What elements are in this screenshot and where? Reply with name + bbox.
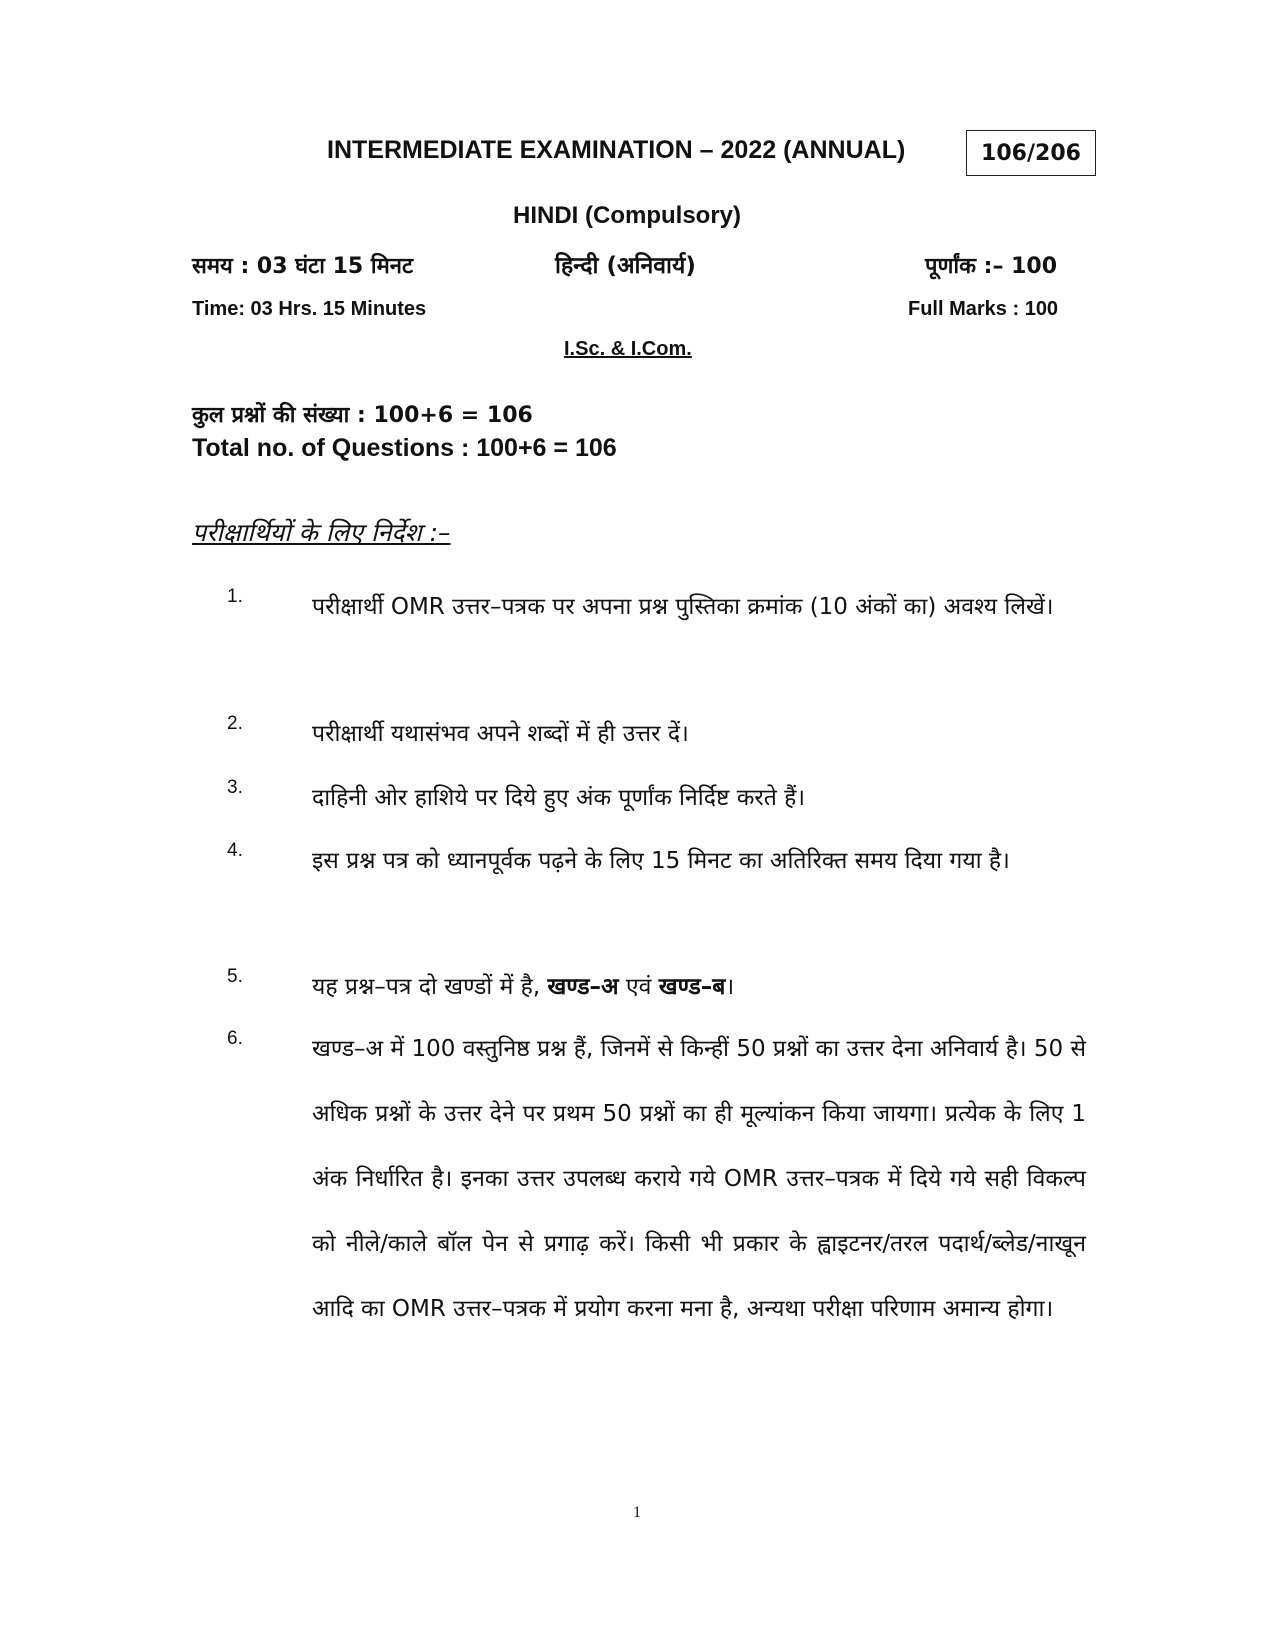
total-questions-hindi: कुल प्रश्नों की संख्या : 100+6 = 106 <box>192 403 533 428</box>
exam-title: INTERMEDIATE EXAMINATION – 2022 (ANNUAL) <box>327 136 906 164</box>
paper-code-box: 106/206 <box>966 130 1096 176</box>
instruction-text: दाहिनी ओर हाशिये पर दिये हुए अंक पूर्णांक निर्दिष्ट करते हैं। <box>312 785 806 811</box>
full-marks-hindi: पूर्णांक :– 100 <box>925 254 1058 279</box>
page-number: 1 <box>633 1504 641 1521</box>
instruction-text: परीक्षार्थी OMR उत्तर–पत्रक पर अपना प्रश्न पुस्तिका क्रमांक (10 अंकों का) अवश्य लिखें। <box>312 594 1054 620</box>
time-english: Time: 03 Hrs. 15 Minutes <box>192 298 427 320</box>
subject-title-english: HINDI (Compulsory) <box>513 202 741 229</box>
instruction-number: 1. <box>227 586 243 607</box>
total-questions-english: Total no. of Questions : 100+6 = 106 <box>192 434 617 462</box>
instruction-number: 2. <box>227 713 243 734</box>
instruction-text-part: एवं <box>618 974 659 1000</box>
full-marks-english: Full Marks : 100 <box>908 298 1059 320</box>
instruction-text: परीक्षार्थी यथासंभव अपने शब्दों में ही उत्तर दें। <box>312 721 689 747</box>
subject-title-hindi: हिन्दी (अनिवार्य) <box>555 253 696 279</box>
section-b-label: खण्ड–ब <box>658 974 726 1000</box>
instruction-text: खण्ड–अ में 100 वस्तुनिष्ठ प्रश्न हैं, जिनमें से किन्हीं 50 प्रश्नों का उत्तर देना अनिवार्य है। 50 से अधिक प्रश्नों के उत्तर देने पर प्रथम 50 प्रश्नों का ही मूल्यांकन किया जायगा। प्रत्येक के लिए 1 अंक निर्धारित है। इनका उत्तर उपलब्ध कराये गये OMR उत्तर–पत्रक में दिये गये सही विकल्प को नीले/काले बॉल पेन से प्रगाढ़ करें। किसी भी प्रकार के ह्वाइटनर/तरल पदार्थ/ब्लेड/नाखून आदि का OMR उत्तर–पत्रक में प्रयोग करना मना है, अन्यथा परीक्षा परिणाम अमान्य होगा। <box>312 1036 1086 1322</box>
instruction-text-part: यह प्रश्न–पत्र दो खण्डों में है, <box>312 974 548 1000</box>
instruction-text <box>312 955 1086 1020</box>
instruction-number: 3. <box>227 777 243 798</box>
time-hindi: समय : 03 घंटा 15 मिनट <box>192 254 414 279</box>
instruction-number: 4. <box>227 840 243 861</box>
instruction-text: इस प्रश्न पत्र को ध्यानपूर्वक पढ़ने के लिए 15 मिनट का अतिरिक्त समय दिया गया है। <box>312 848 1010 874</box>
instruction-number: 5. <box>227 966 243 987</box>
instructions-heading: परीक्षार्थियों के लिए निर्देश :– <box>192 518 451 547</box>
instruction-number: 6. <box>227 1028 243 1049</box>
instruction-text-part: । <box>725 974 735 1000</box>
section-a-label: खण्ड–अ <box>547 974 619 1000</box>
stream-label: I.Sc. & I.Com. <box>564 338 692 360</box>
